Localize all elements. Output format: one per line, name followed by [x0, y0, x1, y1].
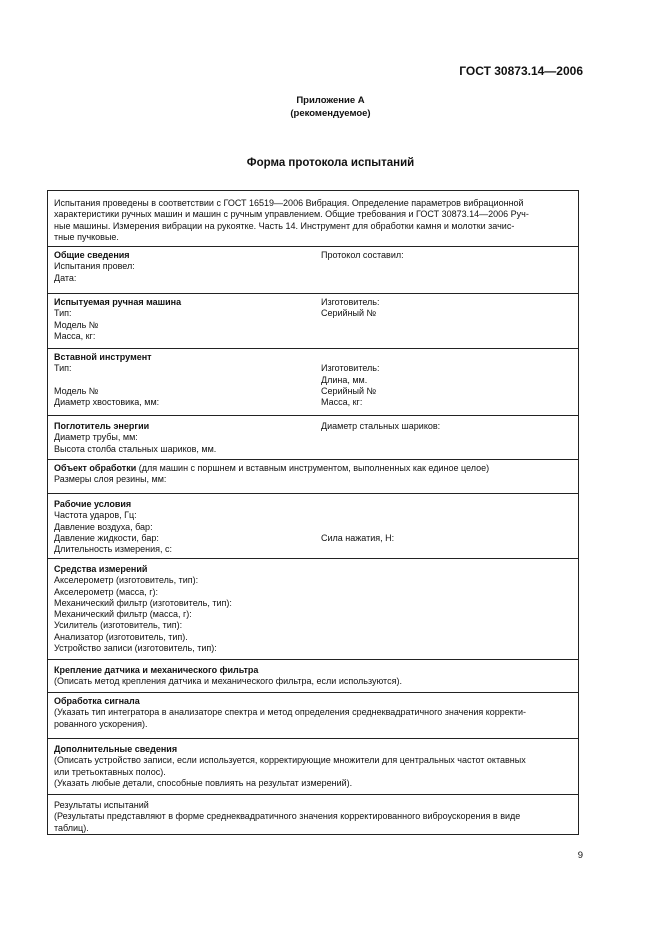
form-title: Форма протокола испытаний — [246, 157, 415, 169]
tested-by-field: Испытания провел: — [54, 261, 135, 272]
intro-section — [48, 193, 578, 246]
general-section — [48, 246, 578, 293]
machine-serial-field: Серийный № — [321, 308, 377, 319]
machine-heading: Испытуемая ручная машина — [54, 297, 182, 307]
tool-serial-field: Серийный № — [321, 385, 377, 396]
intro-line: характеристики ручных машин и машин с ручным управлением. Общие требования и ГОСТ 30873.14—2006 Руч- — [54, 209, 529, 220]
instrument-item: Акселерометр (изготовитель, тип): — [54, 575, 199, 586]
standard-number: ГОСТ 30873.14—2006 — [459, 64, 583, 78]
page-number: 9 — [577, 850, 583, 861]
ball-diameter-field: Диаметр стальных шариков: — [321, 421, 441, 431]
impact-frequency-field: Частота ударов, Гц: — [54, 510, 137, 521]
annex-title: Приложение А — [296, 95, 365, 106]
object-section — [48, 459, 578, 493]
mounting-text: (Описать метод крепления датчика и механического фильтра, если используются). — [54, 676, 402, 687]
additional-heading: Дополнительные сведения — [54, 744, 178, 754]
instrument-item: Механический фильтр (изготовитель, тип): — [54, 597, 232, 608]
object-heading: Объект обработки — [54, 463, 137, 473]
annex-heading — [0, 94, 661, 120]
results-heading: Результаты испытаний — [54, 800, 149, 810]
intro-line: ные машины. Измерения вибрации на рукоятке. Часть 14. Инструмент для обработки камня и молотки зачис- — [54, 220, 515, 231]
signal-heading: Обработка сигнала — [54, 696, 140, 706]
results-text: таблиц). — [54, 822, 89, 833]
tool-type-field: Тип: — [54, 363, 72, 374]
absorber-section — [48, 415, 578, 459]
tool-manufacturer-field: Изготовитель: — [321, 363, 380, 374]
instrument-item: Акселерометр (масса, г): — [54, 586, 159, 597]
general-heading: Общие сведения — [54, 250, 130, 260]
tool-shank-field: Диаметр хвостовика, мм: — [54, 397, 160, 408]
mounting-heading: Крепление датчика и механического фильтра — [54, 665, 259, 675]
tool-section — [48, 348, 578, 415]
machine-model-field: Модель № — [54, 319, 99, 330]
results-section — [48, 794, 578, 834]
air-pressure-field: Давление воздуха, бар: — [54, 521, 153, 532]
instrument-item: Усилитель (изготовитель, тип): — [54, 620, 183, 631]
instruments-heading: Средства измерений — [54, 564, 148, 574]
date-field: Дата: — [54, 272, 77, 283]
signal-text: (Указать тип интегратора в анализаторе спектра и метод определения среднеквадратичного значения корректи- — [54, 707, 526, 718]
liquid-pressure-field: Давление жидкости, бар: — [54, 532, 159, 543]
additional-section — [48, 738, 578, 794]
additional-text: (Описать устройство записи, если используется, корректирующие множители для центральных частот октавных — [54, 755, 526, 766]
signal-section — [48, 692, 578, 738]
results-text: (Результаты представляют в форме среднеквадратичного значения корректированного виброускорения в виде — [54, 811, 521, 822]
conditions-heading: Рабочие условия — [54, 499, 132, 509]
ball-column-field: Высота столба стальных шариков, мм. — [54, 443, 217, 454]
machine-manufacturer-field: Изготовитель: — [321, 297, 380, 307]
tool-heading: Вставной инструмент — [54, 352, 152, 362]
signal-text: рованного ускорения). — [54, 718, 148, 729]
instrument-item: Механический фильтр (масса, г): — [54, 609, 192, 620]
tool-length-field: Длина, мм. — [321, 374, 368, 385]
intro-line: Испытания проведены в соответствии с ГОСТ 16519—2006 Вибрация. Определение параметров вибрационной — [54, 198, 524, 208]
tool-mass-field: Масса, кг: — [321, 397, 363, 408]
duration-field: Длительность измерения, с: — [54, 544, 173, 555]
conditions-section — [48, 493, 578, 558]
object-heading-line — [54, 463, 572, 474]
protocol-author-field: Протокол составил: — [321, 250, 404, 260]
machine-type-field: Тип: — [54, 308, 72, 319]
additional-text: (Указать любые детали, способные повлиять на результат измерений). — [54, 777, 353, 788]
machine-section — [48, 293, 578, 348]
absorber-heading: Поглотитель энергии — [54, 421, 150, 431]
tool-model-field: Модель № — [54, 385, 99, 396]
instruments-section — [48, 558, 578, 659]
mounting-section — [48, 659, 578, 692]
machine-mass-field: Масса, кг: — [54, 330, 96, 341]
instrument-item: Устройство записи (изготовитель, тип): — [54, 643, 217, 654]
object-note: (для машин с поршнем и вставным инструментом, выполненных как единое целое) — [136, 463, 490, 473]
protocol-form — [47, 190, 579, 835]
additional-text: или третьоктавных полос). — [54, 766, 166, 777]
tube-diameter-field: Диаметр трубы, мм: — [54, 432, 138, 443]
rubber-size-field: Размеры слоя резины, мм: — [54, 474, 167, 485]
instrument-item: Анализатор (изготовитель, тип). — [54, 631, 188, 642]
intro-line: тные пучковые. — [54, 231, 119, 242]
feed-force-field: Сила нажатия, Н: — [321, 532, 395, 543]
annex-subtitle: (рекомендуемое) — [290, 108, 371, 119]
